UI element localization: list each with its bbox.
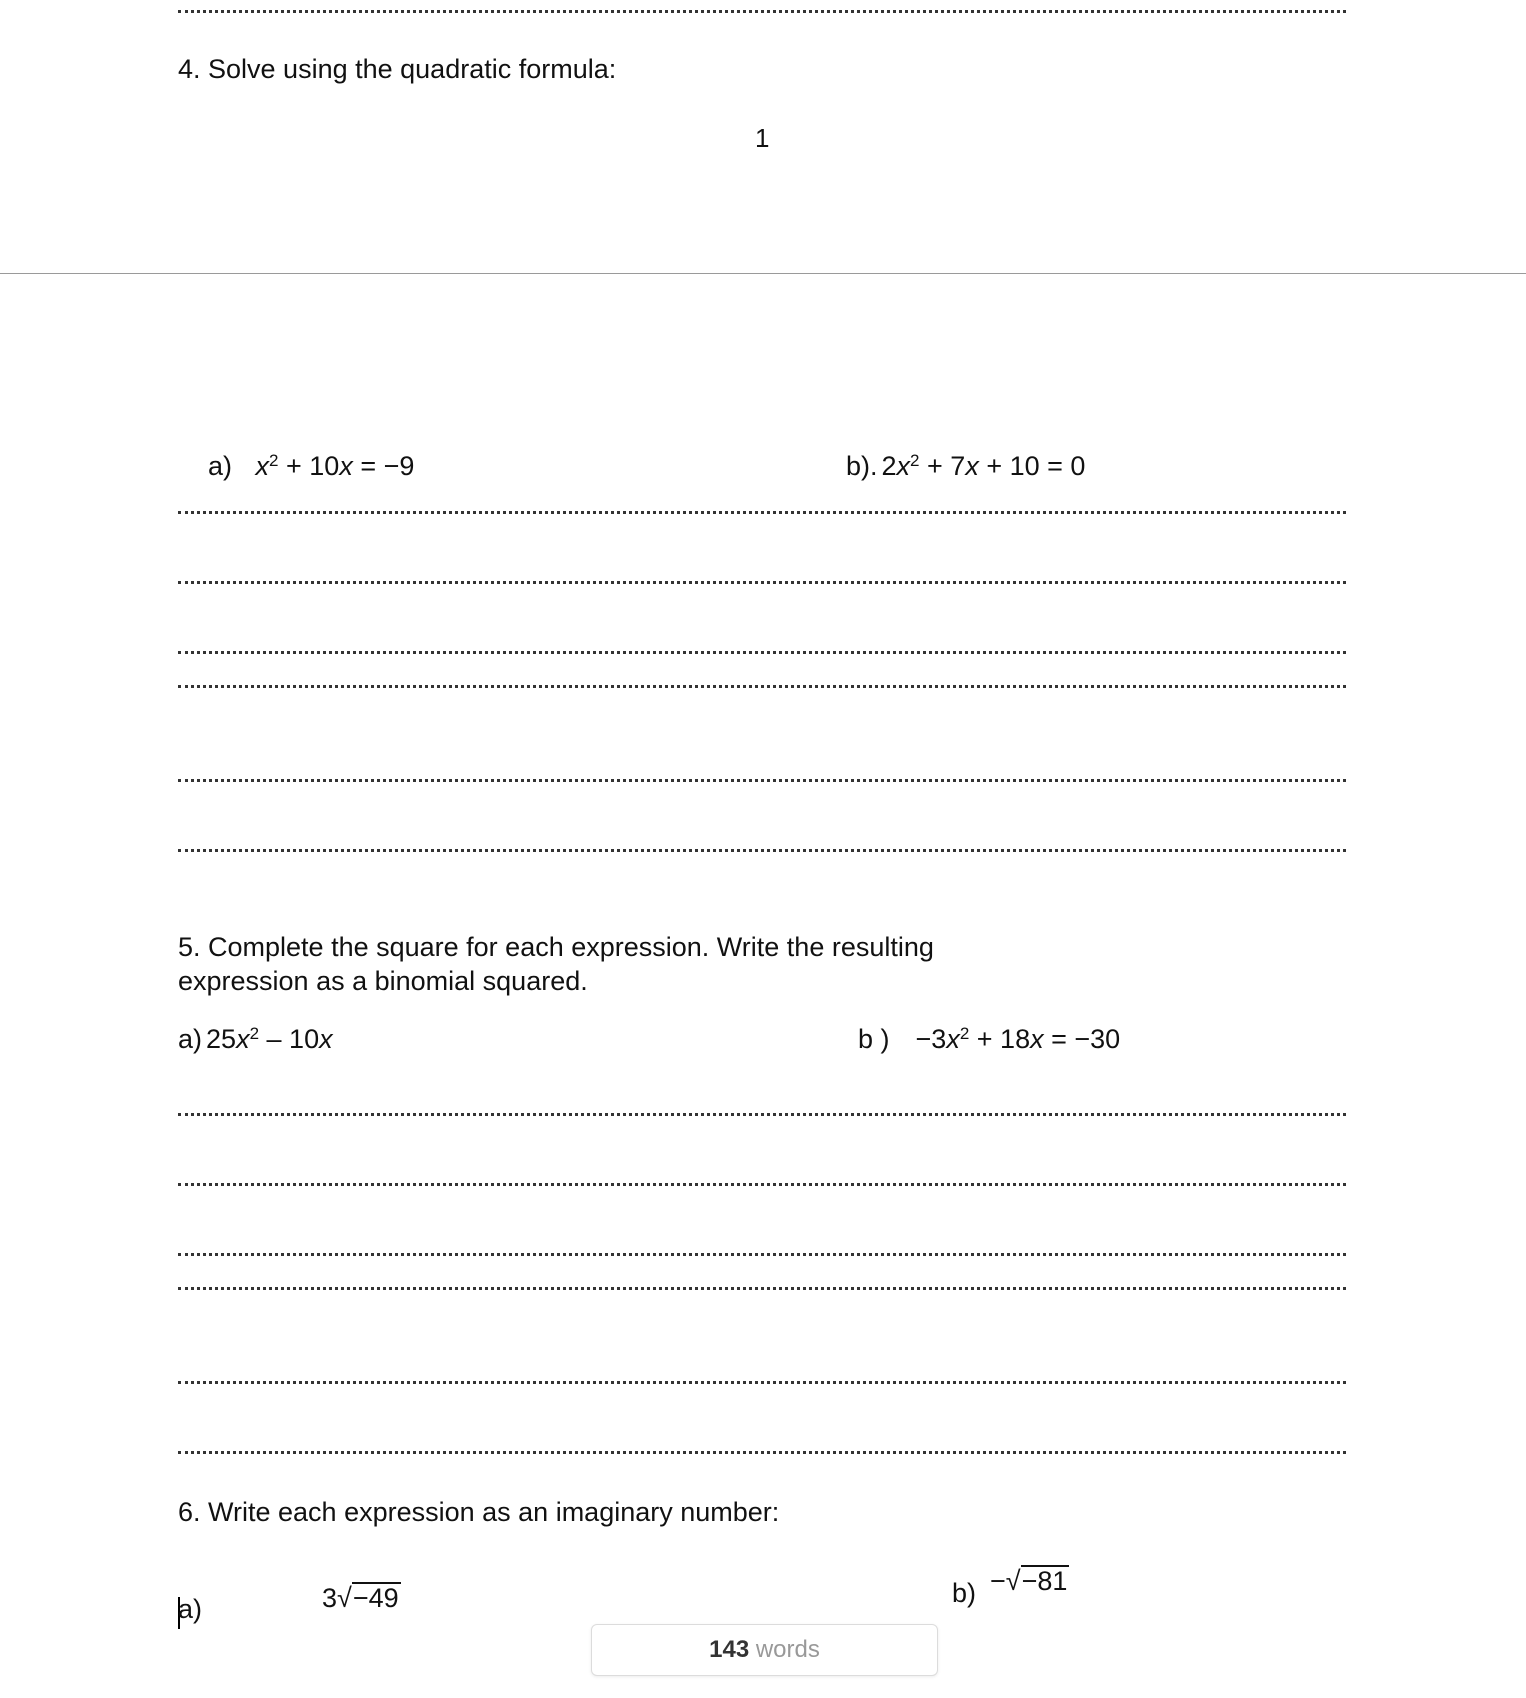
part-label: b ) bbox=[858, 1024, 890, 1054]
expr-text: – 10 bbox=[259, 1024, 320, 1054]
answer-line bbox=[178, 849, 1346, 852]
expr-text: −3 bbox=[915, 1024, 947, 1054]
expr-text: = −30 bbox=[1043, 1024, 1121, 1054]
page-number: 1 bbox=[755, 123, 770, 153]
word-count-indicator[interactable] bbox=[591, 1624, 938, 1676]
answer-line bbox=[178, 511, 1346, 514]
q6-part-a-expression bbox=[322, 1582, 401, 1614]
radical-sign: √ bbox=[337, 1583, 352, 1613]
q5-part-a bbox=[178, 1024, 333, 1055]
q6-part-b-expression bbox=[990, 1565, 1069, 1597]
variable: x bbox=[965, 451, 979, 481]
q5-part-b bbox=[858, 1024, 1120, 1055]
answer-line bbox=[178, 685, 1346, 688]
expr-text: + 18 bbox=[969, 1024, 1031, 1054]
radicand: −81 bbox=[1021, 1566, 1068, 1596]
variable: x bbox=[319, 1024, 333, 1054]
heading-line: expression as a binomial squared. bbox=[178, 966, 588, 996]
answer-line bbox=[178, 779, 1346, 782]
expr-text: + 10 bbox=[278, 451, 340, 481]
q4-part-b bbox=[846, 451, 1085, 482]
exponent: 2 bbox=[959, 1024, 970, 1043]
question-5-heading bbox=[178, 930, 934, 998]
exponent: 2 bbox=[269, 451, 279, 470]
expr-text: 2 bbox=[881, 451, 897, 481]
answer-line bbox=[178, 651, 1346, 654]
exponent: 2 bbox=[249, 1024, 260, 1043]
page-break-divider bbox=[0, 273, 1526, 274]
question-4-heading: 4. Solve using the quadratic formula: bbox=[178, 54, 617, 84]
expr-text: + 10 = 0 bbox=[978, 451, 1086, 481]
part-label: b). bbox=[846, 451, 878, 481]
radicand: −49 bbox=[352, 1583, 399, 1613]
expr-text: 25 bbox=[206, 1024, 237, 1054]
expr-text: + 7 bbox=[919, 451, 966, 481]
q6-part-b-label: b) bbox=[952, 1578, 977, 1608]
exponent: 2 bbox=[910, 451, 920, 470]
q4-part-a bbox=[208, 451, 414, 482]
q6-part-a-label: a) bbox=[178, 1594, 203, 1624]
answer-line bbox=[178, 1287, 1346, 1290]
answer-line bbox=[178, 1113, 1346, 1116]
expr-text: = −9 bbox=[352, 451, 415, 481]
variable: x bbox=[236, 1024, 250, 1054]
answer-line bbox=[178, 10, 1346, 13]
word-count-label: words bbox=[755, 1636, 820, 1663]
answer-line bbox=[178, 1381, 1346, 1384]
radical-sign: √ bbox=[1005, 1566, 1021, 1596]
heading-line: 5. Complete the square for each expression. Write the resulting bbox=[178, 932, 934, 962]
part-label: a) bbox=[208, 451, 233, 481]
question-6-heading: 6. Write each expression as an imaginary number: bbox=[178, 1497, 780, 1527]
variable: x bbox=[946, 1024, 960, 1054]
answer-line bbox=[178, 1183, 1346, 1186]
answer-line bbox=[178, 1253, 1346, 1256]
word-count-number: 143 bbox=[709, 1636, 750, 1663]
answer-line bbox=[178, 1451, 1346, 1454]
answer-line bbox=[178, 581, 1346, 584]
negative-sign: − bbox=[990, 1566, 1006, 1596]
variable: x bbox=[896, 451, 911, 481]
part-label: a) bbox=[178, 1024, 203, 1054]
coefficient: 3 bbox=[322, 1583, 338, 1613]
variable: x bbox=[255, 451, 270, 481]
variable: x bbox=[1030, 1024, 1044, 1054]
variable: x bbox=[339, 451, 353, 481]
